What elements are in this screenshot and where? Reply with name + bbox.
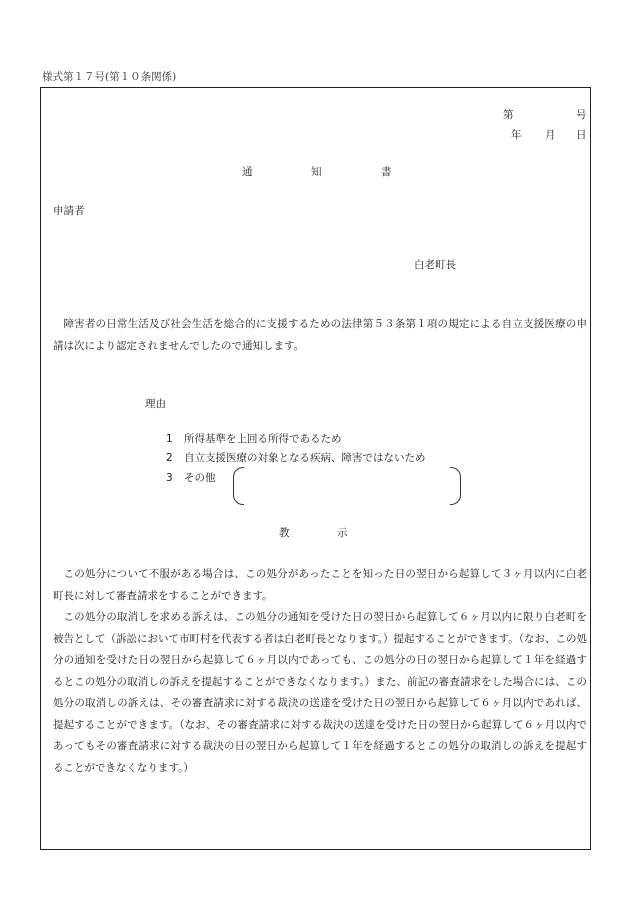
reasons-heading: 理由 <box>145 398 166 410</box>
reason-number: 1 <box>166 433 173 445</box>
instruction-paragraph: この処分の取消しを求める訴えは、この処分の通知を受けた日の翌日から起算して６ヶ月以内に限り白老町を被告として（訴訟において市町村を代表する者は白老町長となります。）提起することができます。（なお、この処分の通知を受けた日の翌日から起算して６ヶ月以内であっても、この処分の日の翌日から起算して１年を経過するとこの処分の取消しの訴えを提起することができなくなります。）また、前記の審査請求をした場合には、この処分の取消しの訴えは、その審査請求に対する裁決の送達を受けた日の翌日から起算して６ヶ月以内であれば、提起することができます。（なお、その審査請求に対する裁決の送達を受けた日の翌日から起算して６ヶ月以内であってもその審査請求に対する裁決の日の翌日から起算して１年を経過するとこの処分の取消しの訴えを提起することができなくなります。） <box>53 611 587 774</box>
applicant-label: 申請者 <box>53 205 85 217</box>
title-char-1: 通 <box>242 166 253 178</box>
issuer-name: 白老町長 <box>414 259 456 271</box>
date-month: 月 <box>545 129 556 141</box>
reason-text: 所得基準を上回る所得であるため <box>184 433 342 445</box>
reason-number: 2 <box>166 452 173 464</box>
title-char-2: 知 <box>311 166 322 178</box>
title-char-3: 書 <box>381 166 392 178</box>
number-prefix: 第 <box>503 109 514 121</box>
instruction-title-char-2: 示 <box>337 527 348 539</box>
reason-text: 自立支援医療の対象となる疾病、障害ではないため <box>184 452 426 464</box>
left-bracket <box>233 467 244 505</box>
reason-number: 3 <box>166 472 173 484</box>
notice-document <box>40 87 591 850</box>
instruction-paragraph: この処分について不服がある場合は、この処分があったことを知った日の翌日から起算して３ヶ月以内に白老町長に対して審査請求をすることができます。 <box>53 568 587 602</box>
intro-text: 障害者の日常生活及び社会生活を総合的に支援するための法律第５３条第１項の規定による自立支援医療の申請は次により認定されませんでしたので通知します。 <box>53 318 587 352</box>
form-label: 様式第１７号(第１０条関係) <box>42 71 177 83</box>
reason-text: その他 <box>184 472 216 484</box>
number-suffix: 号 <box>576 109 587 121</box>
date-day: 日 <box>576 129 587 141</box>
instruction-title-char-1: 教 <box>279 527 290 539</box>
other-reason-field <box>233 467 461 505</box>
date-year: 年 <box>511 129 522 141</box>
right-bracket <box>450 467 461 505</box>
